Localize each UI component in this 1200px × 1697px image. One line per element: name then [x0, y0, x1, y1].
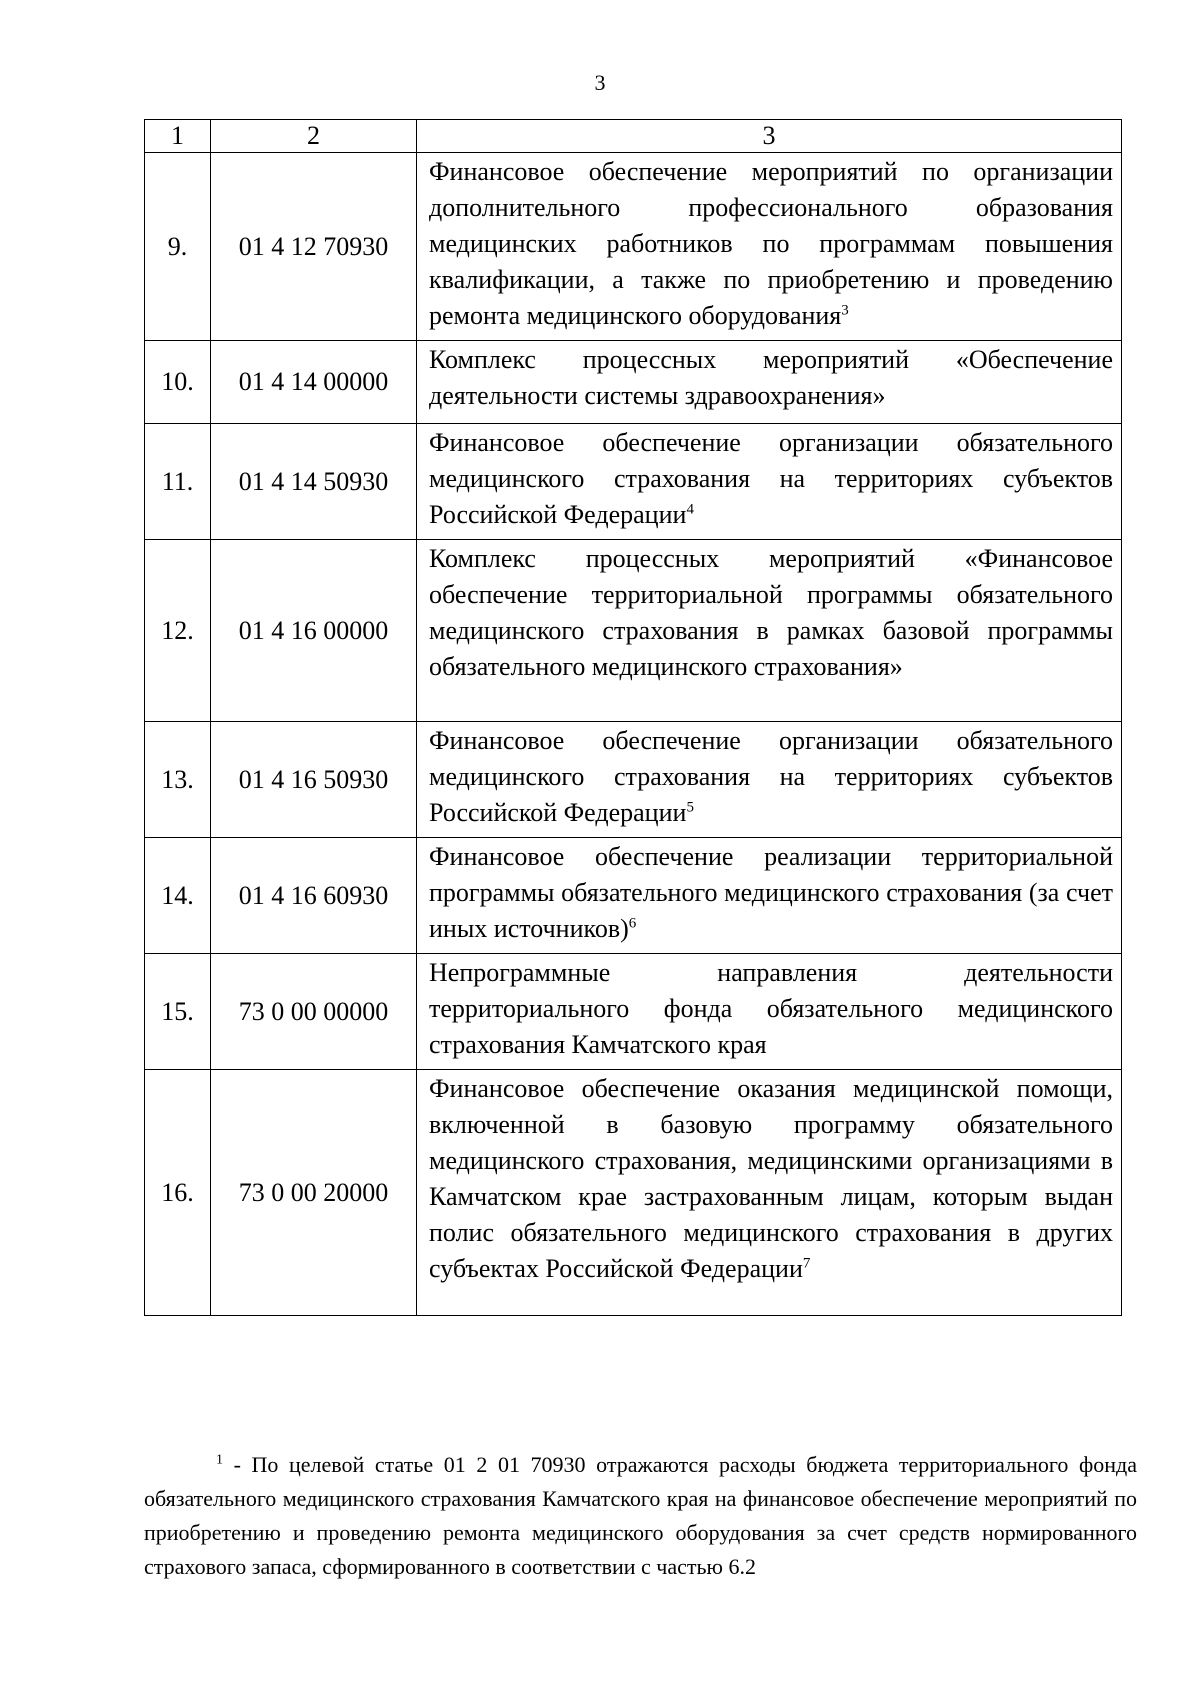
- table-row: [145, 838, 1122, 954]
- description-text: Финансовое обеспечение мероприятий по организации дополнительного профессионального образования медицинских работников по программам повышения квалификации, а также по приобретению и проведению ремонта медицинского оборудования: [429, 157, 1113, 330]
- table-body: [145, 153, 1122, 1316]
- table-row: [145, 1070, 1122, 1316]
- row-number: 13.: [145, 722, 211, 838]
- description-text: Финансовое обеспечение оказания медицинской помощи, включенной в базовую программу обязательного медицинского страхования, медицинскими организациями в Камчатском крае застрахованным лицам, которым выдан полис обязательного медицинского страхования в других субъектах Российской Федерации: [429, 1074, 1113, 1283]
- header-col-2: 2: [211, 120, 417, 153]
- footnote-text: - По целевой статье 01 2 01 70930 отражаются расходы бюджета территориального фонда обязательного медицинского страхования Камчатского края на финансовое обеспечение мероприятий по приобретению и проведению ремонта медицинского оборудования за счет средств нормированного страхового запаса, сформированного в соответствии с частью 6.2: [144, 1452, 1137, 1579]
- row-number: 12.: [145, 540, 211, 722]
- target-article-code: 73 0 00 20000: [211, 1070, 417, 1316]
- footnote: [144, 1448, 1137, 1584]
- header-col-1: 1: [145, 120, 211, 153]
- target-article-code: 73 0 00 00000: [211, 954, 417, 1070]
- article-description: [417, 341, 1122, 424]
- target-article-code: 01 4 14 50930: [211, 424, 417, 540]
- article-description: [417, 954, 1122, 1070]
- description-text: Комплекс процессных мероприятий «Финансовое обеспечение территориальной программы обязательного медицинского страхования в рамках базовой программы обязательного медицинского страхования»: [429, 544, 1113, 681]
- footnote-reference: 5: [686, 799, 694, 816]
- table-row: [145, 722, 1122, 838]
- article-description: [417, 722, 1122, 838]
- footnote-reference: 6: [628, 915, 637, 932]
- row-number: 15.: [145, 954, 211, 1070]
- classification-table: [144, 119, 1122, 1316]
- target-article-code: 01 4 14 00000: [211, 341, 417, 424]
- page-number: 3: [594, 70, 606, 95]
- target-article-code: 01 4 16 00000: [211, 540, 417, 722]
- footnote-reference: 7: [802, 1255, 811, 1272]
- article-description: [417, 838, 1122, 954]
- description-text: Комплекс процессных мероприятий «Обеспечение деятельности системы здравоохранения»: [429, 345, 1113, 410]
- description-text: Непрограммные направления деятельности территориального фонда обязательного медицинского страхования Камчатского края: [429, 958, 1113, 1059]
- footnote-marker: 1: [216, 1452, 223, 1468]
- article-description: [417, 153, 1122, 341]
- description-text: Финансовое обеспечение организации обязательного медицинского страхования на территориях субъектов Российской Федерации: [429, 726, 1113, 827]
- description-text: Финансовое обеспечение организации обязательного медицинского страхования на территориях субъектов Российской Федерации: [429, 428, 1113, 529]
- target-article-code: 01 4 16 50930: [211, 722, 417, 838]
- table-row: [145, 341, 1122, 424]
- article-description: [417, 540, 1122, 722]
- article-description: [417, 1070, 1122, 1316]
- table-row: [145, 424, 1122, 540]
- target-article-code: 01 4 12 70930: [211, 153, 417, 341]
- row-number: 11.: [145, 424, 211, 540]
- row-number: 10.: [145, 341, 211, 424]
- table-row: [145, 540, 1122, 722]
- table-row: [145, 954, 1122, 1070]
- footnote-reference: 3: [841, 302, 849, 319]
- row-number: 14.: [145, 838, 211, 954]
- target-article-code: 01 4 16 60930: [211, 838, 417, 954]
- table-header-row: [145, 120, 1122, 153]
- header-col-3: 3: [417, 120, 1122, 153]
- row-number: 16.: [145, 1070, 211, 1316]
- table-row: [145, 153, 1122, 341]
- article-description: [417, 424, 1122, 540]
- description-text: Финансовое обеспечение реализации территориальной программы обязательного медицинского страхования (за счет иных источников): [429, 842, 1113, 943]
- footnote-reference: 4: [686, 501, 694, 518]
- row-number: 9.: [145, 153, 211, 341]
